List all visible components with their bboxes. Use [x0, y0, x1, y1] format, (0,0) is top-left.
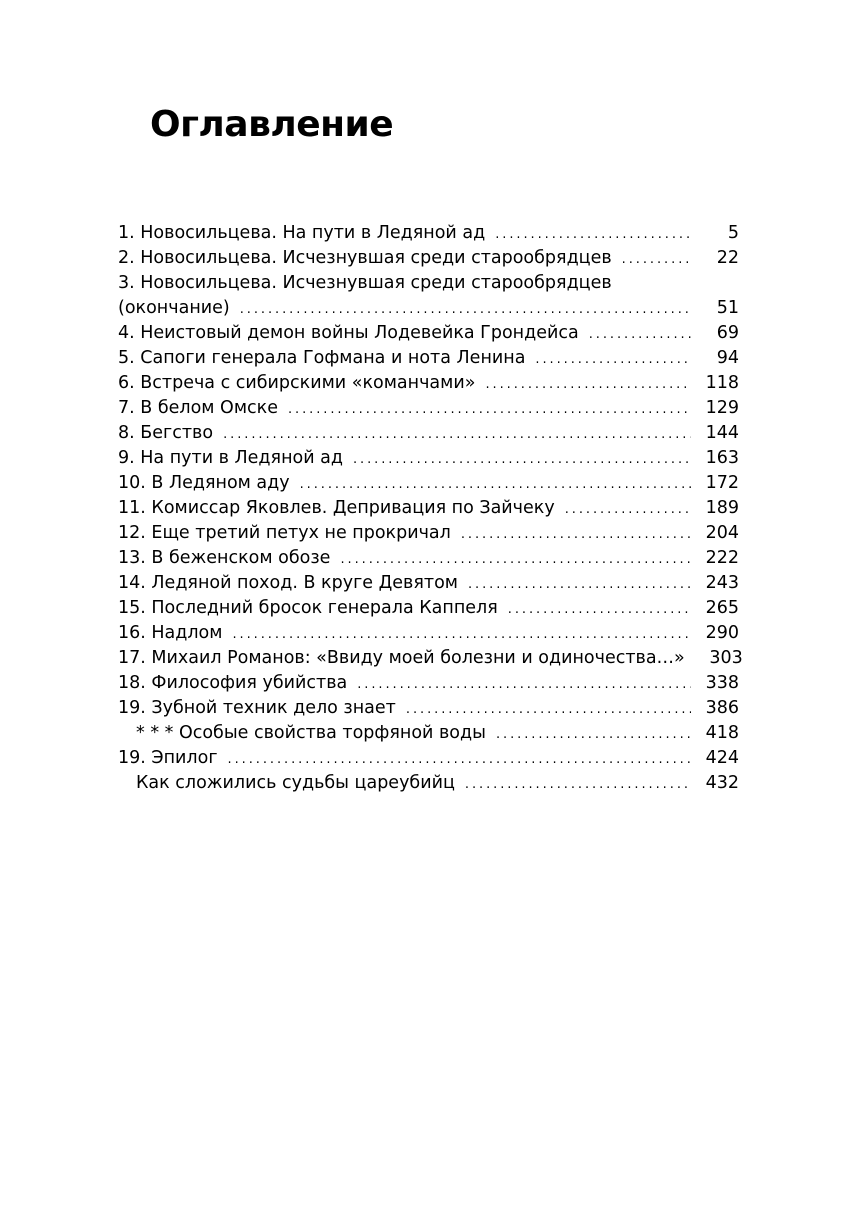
toc-entry[interactable]: [118, 721, 739, 746]
toc-entry-page: 432: [705, 773, 739, 793]
dot-leader: [535, 347, 691, 372]
toc-entry-page: 129: [705, 398, 739, 418]
toc-entry-page: 243: [705, 573, 739, 593]
dot-leader: [496, 722, 691, 747]
toc-entry-label: 18. Философия убийства: [118, 673, 348, 693]
toc-entry-label: 5. Сапоги генерала Гофмана и нота Ленина: [118, 348, 526, 368]
dot-leader: [232, 622, 691, 647]
toc-entry[interactable]: [118, 596, 739, 621]
toc-entry[interactable]: [118, 571, 739, 596]
toc-entry-page: 51: [716, 298, 739, 318]
toc-entry-label: * * * Особые свойства торфяной воды: [136, 723, 486, 743]
toc-entry-page: 222: [705, 548, 739, 568]
toc-entry-page: 189: [705, 498, 739, 518]
dot-leader: [223, 422, 691, 447]
toc-entry-label: 1. Новосильцева. На пути в Ледяной ад: [118, 223, 486, 243]
toc-entry-label: 10. В Ледяном аду: [118, 473, 290, 493]
toc-entry-label: 15. Последний бросок генерала Каппеля: [118, 598, 498, 618]
toc-entry[interactable]: [118, 371, 739, 396]
toc-entry-page: 5: [727, 223, 739, 243]
toc-entry[interactable]: [118, 421, 739, 446]
toc-entry[interactable]: [118, 321, 739, 346]
toc-entry-page: 424: [705, 748, 739, 768]
dot-leader: [357, 672, 691, 697]
toc-entry[interactable]: [118, 521, 739, 546]
toc-entry-label: 16. Надлом: [118, 623, 223, 643]
dot-leader: [353, 447, 691, 472]
dot-leader: [508, 597, 691, 622]
toc-entry-page: 22: [716, 248, 739, 268]
dot-leader: [406, 697, 691, 722]
toc-entry-page: 118: [705, 373, 739, 393]
dot-leader: [300, 472, 691, 497]
toc-entry[interactable]: [118, 771, 739, 796]
toc-entry-label: Как сложились судьбы цареубийц: [136, 773, 455, 793]
toc-entry[interactable]: [118, 396, 739, 421]
toc-entry[interactable]: [118, 696, 739, 721]
toc-entry-label: 6. Встреча с сибирскими «команчами»: [118, 373, 476, 393]
toc-entry-page: 144: [705, 423, 739, 443]
toc-entry[interactable]: [118, 271, 739, 321]
dot-leader: [485, 372, 691, 397]
toc-entry-label: 2. Новосильцева. Исчезнувшая среди старообрядцев: [118, 248, 612, 268]
toc-entry-page: 204: [705, 523, 739, 543]
toc-entry-label: 13. В беженском обозе: [118, 548, 331, 568]
toc-entry-label: 7. В белом Омске: [118, 398, 278, 418]
toc-entry[interactable]: [118, 646, 743, 671]
dot-leader: [565, 497, 691, 522]
toc-entry[interactable]: [118, 446, 739, 471]
toc-list: [118, 221, 743, 796]
toc-entry-label: 8. Бегство: [118, 423, 214, 443]
toc-entry-label: 11. Комиссар Яковлев. Депривация по Зайчеку: [118, 498, 555, 518]
toc-entry-page: 69: [716, 323, 739, 343]
toc-entry[interactable]: [118, 346, 739, 371]
toc-entry[interactable]: [118, 221, 739, 246]
dot-leader: [495, 222, 691, 247]
toc-entry[interactable]: [118, 671, 739, 696]
dot-leader: [340, 547, 691, 572]
toc-entry-label: 12. Еще третий петух не прокричал: [118, 523, 451, 543]
toc-entry-page: 265: [705, 598, 739, 618]
dot-leader: [240, 297, 691, 322]
toc-entry-label: 14. Ледяной поход. В круге Девятом: [118, 573, 458, 593]
dot-leader: [288, 397, 691, 422]
dot-leader: [622, 247, 691, 272]
dot-leader: [461, 522, 691, 547]
dot-leader: [589, 322, 691, 347]
toc-entry[interactable]: [118, 621, 739, 646]
toc-entry-page: 418: [705, 723, 739, 743]
toc-entry-page: 303: [709, 648, 743, 668]
toc-entry-label-continuation: (окончание): [118, 298, 230, 318]
toc-entry-label: 4. Неистовый демон войны Лодевейка Грондейса: [118, 323, 579, 343]
toc-entry-page: 290: [705, 623, 739, 643]
toc-entry-label: 17. Михаил Романов: «Ввиду моей болезни и одиночества…»: [118, 648, 685, 668]
toc-entry[interactable]: [118, 471, 739, 496]
toc-entry-page: 172: [705, 473, 739, 493]
toc-entry-label: 19. Зубной техник дело знает: [118, 698, 396, 718]
page-title: Оглавление: [150, 104, 394, 145]
dot-leader: [228, 747, 691, 772]
toc-entry[interactable]: [118, 496, 739, 521]
toc-entry-page: 94: [716, 348, 739, 368]
dot-leader: [465, 772, 691, 797]
toc-entry-page: 163: [705, 448, 739, 468]
toc-entry[interactable]: [118, 546, 739, 571]
toc-entry[interactable]: [118, 246, 739, 271]
toc-entry[interactable]: [118, 746, 739, 771]
toc-entry-page: 338: [705, 673, 739, 693]
toc-entry-label: 3. Новосильцева. Исчезнувшая среди старообрядцев: [118, 273, 612, 293]
toc-entry-label: 19. Эпилог: [118, 748, 218, 768]
dot-leader: [468, 572, 691, 597]
toc-entry-page: 386: [705, 698, 739, 718]
toc-entry-label: 9. На пути в Ледяной ад: [118, 448, 343, 468]
